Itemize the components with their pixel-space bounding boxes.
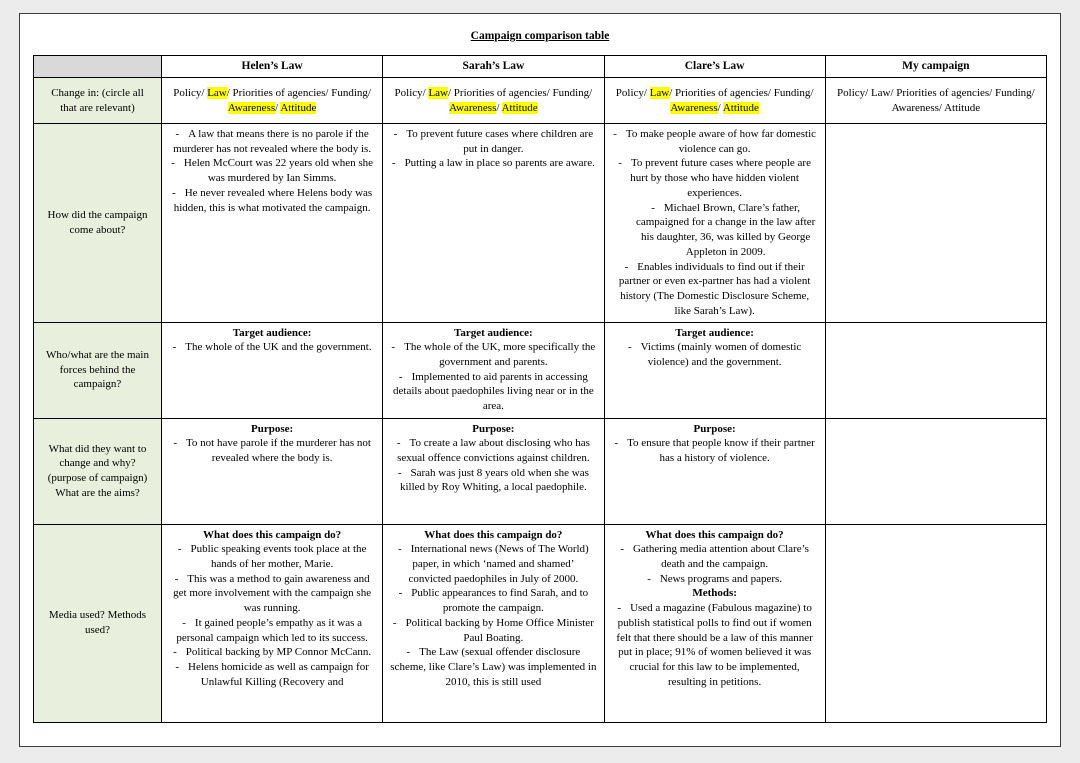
table-cell [825, 78, 1046, 124]
plain-text: / [496, 101, 502, 114]
bullet-dash: - [391, 341, 396, 354]
bullet-item [169, 616, 375, 645]
bullet-item [169, 436, 375, 465]
bullet-item [612, 542, 818, 571]
bullet-text: To not have parole if the murderer has not revealed where the body is. [185, 437, 371, 465]
bullet-dash: - [398, 370, 403, 383]
bullet-text: It gained people’s empathy as it was a personal campaign which led to its success. [176, 616, 368, 644]
bullet-text: To prevent future cases where children are put in danger. [406, 128, 594, 155]
table-cell [604, 524, 825, 722]
bullet-text: Victims (mainly women of domestic violence) and the government. [640, 341, 802, 369]
bullet-text: To prevent future cases where people are hurt by those who have hidden violent experiences. [630, 157, 811, 199]
page-title: Campaign comparison table [470, 30, 610, 42]
table-cell [825, 524, 1046, 722]
bullet-text: News programs and papers. [659, 572, 783, 585]
bullet-item [169, 156, 375, 185]
bullet-dash: - [177, 543, 182, 556]
cell-content [610, 527, 820, 691]
column-header: My campaign [825, 56, 1046, 78]
bullet-dash: - [182, 616, 186, 629]
table-cell [604, 418, 825, 524]
cell-content [388, 527, 598, 691]
bullet-text: Implemented to aid parents in accessing details about paedophiles living near or in the area. [393, 370, 594, 413]
bullet-text: The whole of the UK, more specifically the government and parents. [404, 341, 596, 369]
cell-content [167, 527, 377, 691]
bullet-item [612, 260, 818, 319]
table-cell [162, 418, 383, 524]
bullet-dash: - [172, 341, 177, 354]
bullet-text: Helen McCourt was 22 years old when she was murdered by Ian Simms. [183, 157, 374, 185]
comparison-table [33, 55, 1047, 723]
plain-text: Policy/ [394, 86, 429, 99]
bullet-text: Enables individuals to find out if their partner or even ex-partner has had a violent history (The Domestic Disclosure Scheme, like Sarah’s Law). [618, 260, 811, 317]
highlighted-text: Law [428, 86, 448, 99]
table-cell [383, 322, 604, 418]
bullet-item [390, 340, 596, 369]
bullet-dash: - [175, 661, 180, 674]
header-row [34, 56, 1047, 78]
highlighted-text: Awareness [227, 101, 276, 114]
bullet-dash: - [617, 602, 622, 615]
plain-text: / Priorities of agencies/ Funding/ [448, 86, 593, 99]
cell-content [831, 85, 1041, 116]
table-cell [604, 322, 825, 418]
bullet-text: To create a law about disclosing who has sexual offence convictions against children. [397, 437, 590, 465]
highlighted-text: Attitude [722, 101, 759, 114]
table-cell [162, 524, 383, 722]
bullet-item [390, 127, 596, 156]
table-cell [604, 78, 825, 124]
bullet-dash: - [406, 646, 411, 659]
bullet-text: Sarah was just 8 years old when she was killed by Roy Whiting, a local paedophile. [399, 466, 589, 494]
highlighted-text: Law [207, 86, 227, 99]
bullet-text: A law that means there is no parole if the murderer has not revealed where the body is. [173, 128, 372, 155]
column-header: Helen’s Law [162, 56, 383, 78]
cell-content [388, 85, 598, 116]
table-cell [162, 322, 383, 418]
bullet-item [390, 616, 596, 645]
bullet-text: The Law (sexual offender disclosure scheme, like Clare’s Law) was implemented in 2010, this is still used [390, 646, 597, 688]
cell-content [831, 527, 1041, 529]
bullet-text: Political backing by Home Office Minister Paul Boating. [405, 616, 594, 644]
bullet-dash: - [173, 437, 177, 450]
section-heading: Purpose: [472, 422, 515, 435]
bullet-item [169, 542, 375, 571]
bullet-item [390, 436, 596, 465]
bullet-item [390, 645, 596, 689]
options-line [612, 86, 818, 115]
cell-content [610, 325, 820, 371]
plain-text: Policy/ Law/ Priorities of agencies/ Funding/ Awareness/ Attitude [837, 86, 1035, 114]
cell-content [610, 421, 820, 467]
bullet-item [169, 645, 375, 660]
table-cell [383, 418, 604, 524]
bullet-dash: - [173, 646, 177, 659]
bullet-text: Used a magazine (Fabulous magazine) to publish statistical polls to find out if women felt that there should be a law of this manner put in place; 91% of women believed it was crucial for this law to be implemented, resulting in petitions. [616, 602, 813, 688]
bullet-text: To make people aware of how far domestic violence can go. [625, 128, 817, 155]
bullet-dash: - [171, 157, 175, 170]
cell-content [831, 126, 1041, 128]
table-row [34, 524, 1047, 722]
section-heading: Methods: [692, 587, 737, 600]
bullet-text: Michael Brown, Clare’s father, campaigned for a change in the law after his daughter, 36, was killed by George Appleton in 2009. [635, 201, 816, 258]
section-heading: Target audience: [675, 326, 754, 339]
bullet-dash: - [627, 341, 632, 354]
bullet-dash: - [618, 157, 622, 170]
section-heading: Purpose: [251, 422, 294, 435]
bullet-text: Putting a law in place so parents are aware. [404, 157, 595, 170]
plain-text: / [275, 101, 281, 114]
row-label: Change in: (circle all that are relevant) [34, 78, 162, 124]
highlighted-text: Law [649, 86, 670, 99]
table-row [34, 124, 1047, 323]
table-cell [825, 418, 1046, 524]
document-page [19, 13, 1061, 747]
cell-content [167, 325, 377, 356]
section-heading: What does this campaign do? [645, 528, 784, 541]
bullet-text: International news (News of The World) paper, in which ‘named and shamed’ convicted paedophiles in July of 2000. [408, 543, 589, 585]
table-cell [604, 124, 825, 323]
bullet-text: Public speaking events took place at the hands of her mother, Marie. [190, 543, 367, 571]
options-line [390, 86, 596, 115]
bullet-item [612, 201, 818, 260]
bullet-text: To ensure that people know if their partner has a history of violence. [627, 437, 815, 465]
section-heading: What does this campaign do? [203, 528, 342, 541]
bullet-dash: - [397, 466, 402, 479]
highlighted-text: Attitude [501, 101, 538, 114]
bullet-item [169, 186, 375, 215]
bullet-item [612, 127, 818, 156]
bullet-dash: - [398, 587, 403, 600]
section-heading: Target audience: [454, 326, 533, 339]
bullet-item [390, 586, 596, 615]
bullet-dash: - [613, 128, 617, 140]
table-cell [825, 124, 1046, 323]
bullet-dash: - [393, 128, 398, 140]
bullet-item [612, 601, 818, 689]
bullet-item [169, 660, 375, 689]
bullet-text: This was a method to gain awareness and get more involvement with the campaign she was running. [173, 572, 372, 615]
cell-content [167, 85, 377, 116]
bullet-text: The whole of the UK and the government. [185, 341, 372, 354]
bullet-item [169, 127, 375, 156]
bullet-item [390, 466, 596, 495]
bullet-item [390, 156, 596, 171]
plain-text: Policy/ [173, 86, 208, 99]
bullet-item [390, 370, 596, 414]
bullet-item [612, 572, 818, 587]
table-cell [825, 322, 1046, 418]
options-line [833, 86, 1039, 115]
cell-content [831, 421, 1041, 423]
table-cell [162, 124, 383, 323]
bullet-text: Helens homicide as well as campaign for Unlawful Killing (Recovery and [188, 661, 369, 688]
row-label: How did the campaign come about? [34, 124, 162, 323]
bullet-dash: - [396, 437, 401, 450]
section-heading: What does this campaign do? [424, 528, 563, 541]
bullet-item [612, 340, 818, 369]
bullet-dash: - [175, 128, 180, 140]
highlighted-text: Attitude [280, 101, 317, 114]
plain-text: Policy/ [615, 86, 650, 99]
bullet-text: Public appearances to find Sarah, and to promote the campaign. [411, 587, 589, 615]
section-heading: Target audience: [232, 326, 312, 339]
table-row [34, 418, 1047, 524]
column-header: Clare’s Law [604, 56, 825, 78]
cell-content [167, 421, 377, 467]
table-body [34, 78, 1047, 723]
row-label: Who/what are the main forces behind the campaign? [34, 322, 162, 418]
column-header: Sarah’s Law [383, 56, 604, 78]
cell-content [831, 325, 1041, 327]
table-cell [383, 78, 604, 124]
row-label: Media used? Methods used? [34, 524, 162, 722]
corner-header [34, 56, 162, 78]
bullet-item [169, 572, 375, 616]
bullet-dash: - [174, 572, 179, 585]
options-line [169, 86, 375, 115]
bullet-dash: - [391, 157, 396, 170]
cell-content [610, 126, 820, 320]
table-row [34, 78, 1047, 124]
row-label: What did they want to change and why? (purpose of campaign) What are the aims? [34, 418, 162, 524]
bullet-dash: - [614, 437, 619, 450]
cell-content [388, 325, 598, 415]
bullet-text: He never revealed where Helens body was hidden, this is what motivated the campaign. [173, 186, 373, 214]
bullet-item [169, 340, 375, 355]
highlighted-text: Awareness [449, 101, 497, 114]
bullet-dash: - [398, 543, 402, 556]
table-cell [383, 524, 604, 722]
section-heading: Purpose: [693, 422, 736, 435]
bullet-item [612, 436, 818, 465]
cell-content [388, 126, 598, 172]
highlighted-text: Awareness [670, 101, 718, 114]
table-row [34, 322, 1047, 418]
bullet-dash: - [647, 572, 651, 585]
plain-text: / [717, 101, 723, 114]
bullet-item [612, 156, 818, 200]
bullet-item [390, 542, 596, 586]
table-cell [162, 78, 383, 124]
bullet-dash: - [172, 186, 176, 199]
plain-text: / Priorities of agencies/ Funding/ [669, 86, 814, 99]
plain-text: / Priorities of agencies/ Funding/ [226, 86, 371, 99]
cell-content [167, 126, 377, 216]
bullet-dash: - [651, 201, 655, 214]
bullet-dash: - [620, 543, 624, 556]
table-cell [383, 124, 604, 323]
cell-content [610, 85, 820, 116]
bullet-text: Gathering media attention about Clare’s death and the campaign. [632, 543, 809, 571]
bullet-text: Political backing by MP Connor McCann. [185, 646, 372, 659]
cell-content [388, 421, 598, 497]
bullet-dash: - [624, 260, 629, 273]
bullet-dash: - [392, 616, 397, 629]
